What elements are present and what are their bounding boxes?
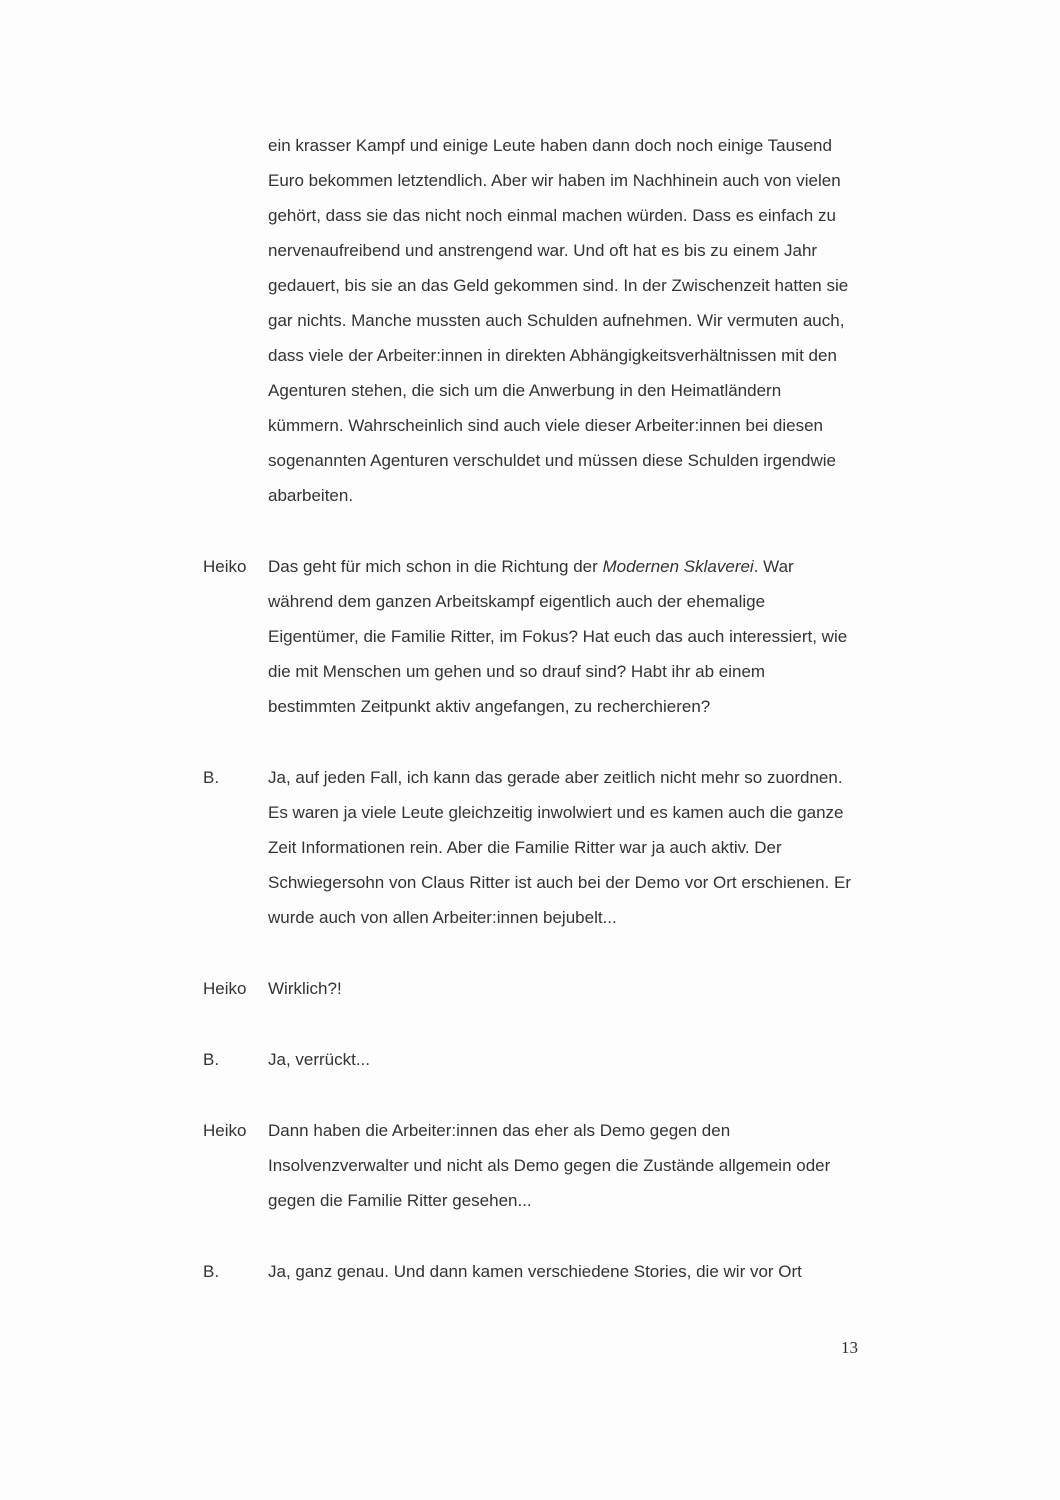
text-segment: kümmern. Wahrscheinlich sind auch viele dieser Arbeiter:innen bei diesen xyxy=(268,416,823,435)
dialogue-text xyxy=(268,971,903,1006)
dialogue-line xyxy=(268,689,903,724)
dialogue-line xyxy=(268,128,903,163)
dialogue-line xyxy=(268,163,903,198)
text-segment: Ja, verrückt... xyxy=(268,1050,371,1069)
dialogue-block xyxy=(203,1254,903,1289)
dialogue-line xyxy=(268,971,903,1006)
text-segment: Es waren ja viele Leute gleichzeitig inwolwiert und es kamen auch die ganze xyxy=(268,803,844,822)
text-segment: . War xyxy=(753,557,794,576)
page-number: 13 xyxy=(841,1338,858,1357)
text-segment: Ja, auf jeden Fall, ich kann das gerade aber zeitlich nicht mehr so zuordnen. xyxy=(268,768,843,787)
dialogue-line xyxy=(268,760,903,795)
dialogue-block xyxy=(203,128,903,513)
text-segment: gegen die Familie Ritter gesehen... xyxy=(268,1191,532,1210)
text-segment: abarbeiten. xyxy=(268,486,354,505)
italic-text-segment: Modernen Sklaverei xyxy=(602,557,754,576)
transcript xyxy=(203,128,903,1325)
dialogue-line xyxy=(268,233,903,268)
speaker-label: B. xyxy=(203,1050,220,1069)
dialogue-line xyxy=(268,830,903,865)
dialogue-block xyxy=(203,760,903,935)
dialogue-line xyxy=(268,795,903,830)
text-segment: Schwiegersohn von Claus Ritter ist auch bei der Demo vor Ort erschienen. Er xyxy=(268,873,851,892)
dialogue-line xyxy=(268,1113,903,1148)
dialogue-block xyxy=(203,971,903,1006)
dialogue-line xyxy=(268,900,903,935)
dialogue-line xyxy=(268,303,903,338)
text-segment: gar nichts. Manche mussten auch Schulden aufnehmen. Wir vermuten auch, xyxy=(268,311,845,330)
dialogue-text xyxy=(268,1254,903,1289)
dialogue-line xyxy=(268,1183,903,1218)
dialogue-text xyxy=(268,1042,903,1077)
dialogue-text xyxy=(268,128,903,513)
text-segment: wurde auch von allen Arbeiter:innen bejubelt... xyxy=(268,908,617,927)
text-segment: nervenaufreibend und anstrengend war. Und oft hat es bis zu einem Jahr xyxy=(268,241,818,260)
text-segment: Zeit Informationen rein. Aber die Familie Ritter war ja auch aktiv. Der xyxy=(268,838,782,857)
dialogue-block xyxy=(203,549,903,724)
dialogue-line xyxy=(268,619,903,654)
dialogue-block xyxy=(203,1113,903,1218)
text-segment: Euro bekommen letztendlich. Aber wir haben im Nachhinein auch von vielen xyxy=(268,171,841,190)
text-segment: während dem ganzen Arbeitskampf eigentlich auch der ehemalige xyxy=(268,592,766,611)
dialogue-line xyxy=(268,373,903,408)
dialogue-line xyxy=(268,408,903,443)
text-segment: gedauert, bis sie an das Geld gekommen sind. In der Zwischenzeit hatten sie xyxy=(268,276,849,295)
speaker-label: Heiko xyxy=(203,557,247,576)
text-segment: sogenannten Agenturen verschuldet und müssen diese Schulden irgendwie xyxy=(268,451,837,470)
speaker-label: Heiko xyxy=(203,1121,247,1140)
dialogue-line xyxy=(268,1254,903,1289)
text-segment: Eigentümer, die Familie Ritter, im Fokus? Hat euch das auch interessiert, wie xyxy=(268,627,848,646)
text-segment: ein krasser Kampf und einige Leute haben dann doch noch einige Tausend xyxy=(268,136,832,155)
dialogue-block xyxy=(203,1042,903,1077)
dialogue-line xyxy=(268,198,903,233)
speaker-label xyxy=(203,128,268,163)
dialogue-line xyxy=(268,478,903,513)
dialogue-line xyxy=(268,268,903,303)
text-segment: bestimmten Zeitpunkt aktiv angefangen, zu recherchieren? xyxy=(268,697,711,716)
speaker-label: B. xyxy=(203,768,220,787)
dialogue-line xyxy=(268,865,903,900)
dialogue-text xyxy=(268,549,903,724)
text-segment: Wirklich?! xyxy=(268,979,342,998)
text-segment: Agenturen stehen, die sich um die Anwerbung in den Heimatländern xyxy=(268,381,782,400)
dialogue-text xyxy=(268,1113,903,1218)
text-segment: gehört, dass sie das nicht noch einmal machen würden. Dass es einfach zu xyxy=(268,206,836,225)
text-segment: Dann haben die Arbeiter:innen das eher als Demo gegen den xyxy=(268,1121,731,1140)
dialogue-text xyxy=(268,760,903,935)
text-segment: Ja, ganz genau. Und dann kamen verschiedene Stories, die wir vor Ort xyxy=(268,1262,802,1281)
speaker-label: Heiko xyxy=(203,979,247,998)
dialogue-line xyxy=(268,443,903,478)
dialogue-line xyxy=(268,549,903,584)
dialogue-line xyxy=(268,338,903,373)
text-segment: dass viele der Arbeiter:innen in direkten Abhängigkeitsverhältnissen mit den xyxy=(268,346,837,365)
text-segment: Das geht für mich schon in die Richtung der xyxy=(268,557,603,576)
dialogue-line xyxy=(268,654,903,689)
dialogue-line xyxy=(268,584,903,619)
dialogue-line xyxy=(268,1148,903,1183)
speaker-label: B. xyxy=(203,1262,220,1281)
text-segment: Insolvenzverwalter und nicht als Demo gegen die Zustände allgemein oder xyxy=(268,1156,831,1175)
dialogue-line xyxy=(268,1042,903,1077)
text-segment: die mit Menschen um gehen und so drauf sind? Habt ihr ab einem xyxy=(268,662,766,681)
